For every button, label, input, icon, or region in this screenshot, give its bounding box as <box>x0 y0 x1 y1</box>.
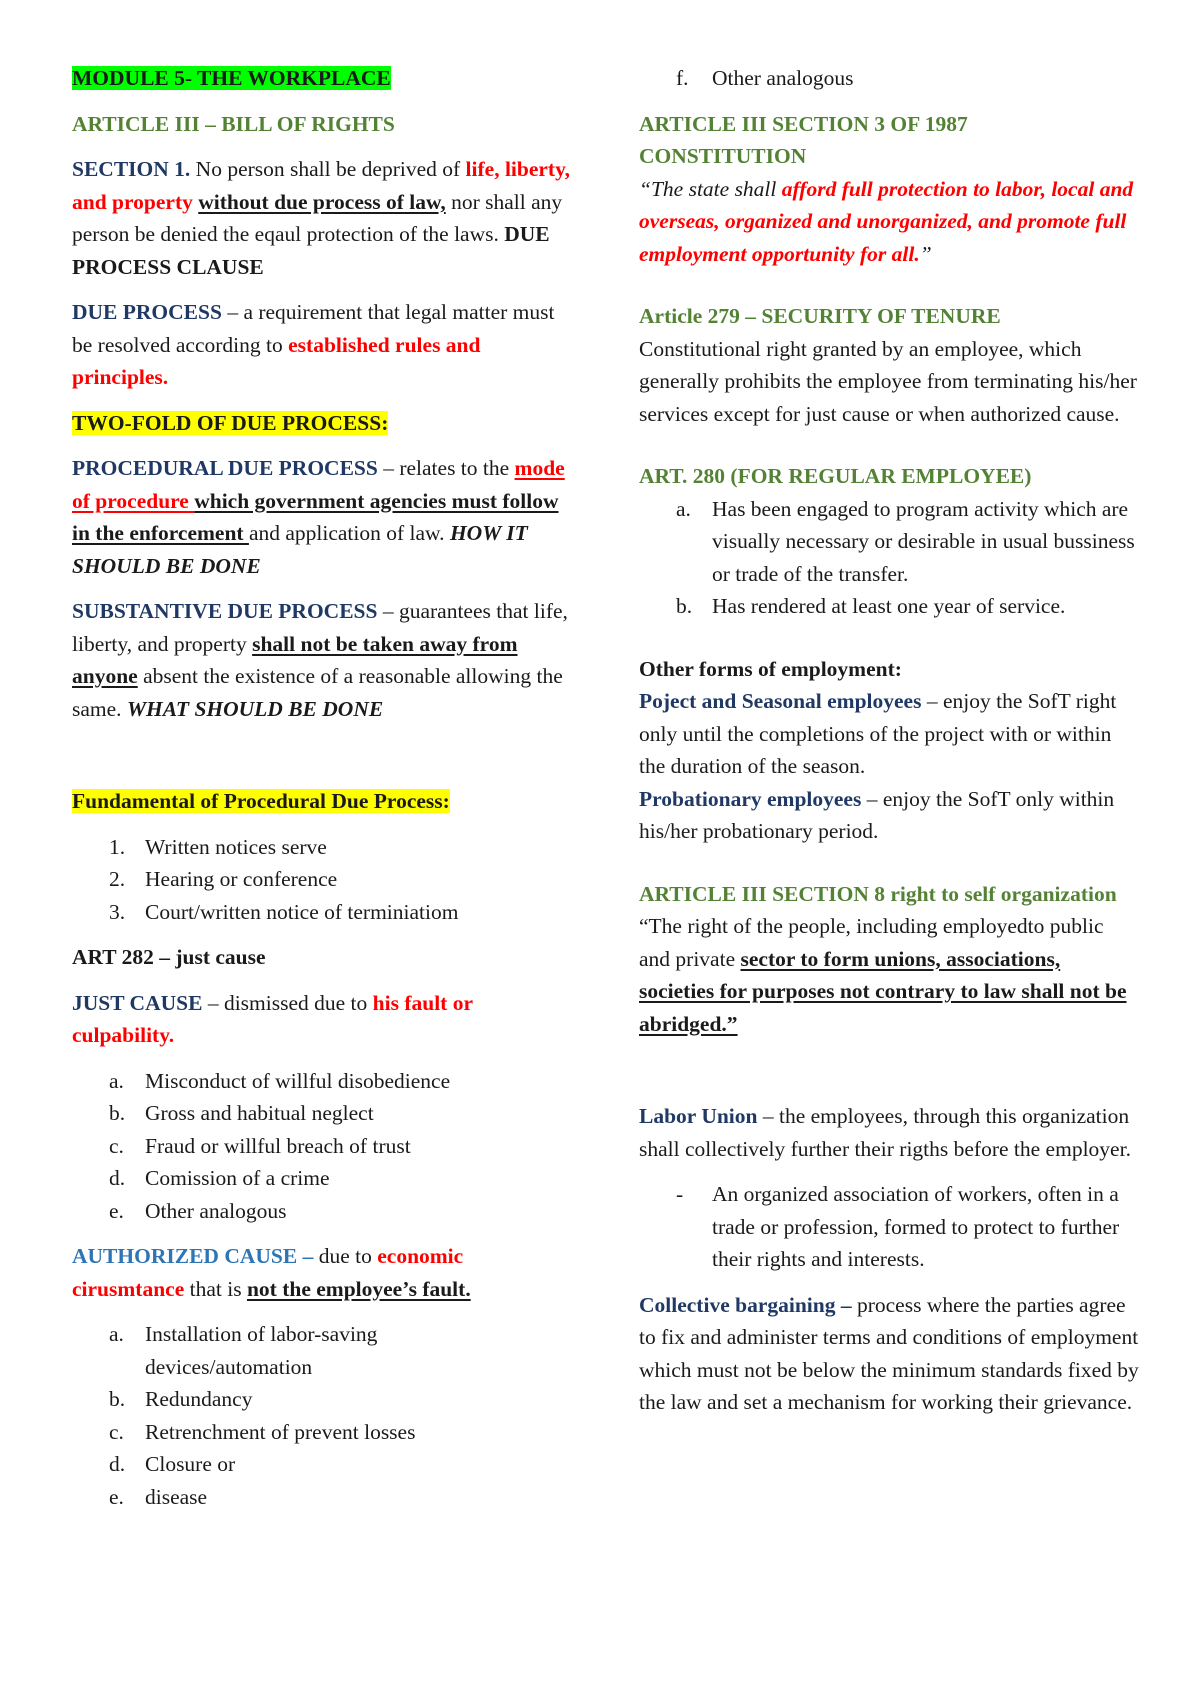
section-3-heading: ARTICLE III SECTION 3 OF 1987 CONSTITUTION <box>639 111 968 168</box>
right-column <box>639 62 1139 1419</box>
art-280-heading: ART. 280 (FOR REGULAR EMPLOYEE) <box>639 464 1032 488</box>
just-cause-definition: JUST CAUSE – dismissed due to his fault or culpability. <box>72 990 473 1047</box>
fundamental-list <box>72 831 572 929</box>
labor-union-list <box>639 1178 1139 1276</box>
list-item: a. Has been engaged to program activity which are visually necessary or desirable in usual bussiness or trade of the transfer. <box>676 496 1135 586</box>
project-seasonal-paragraph: Poject and Seasonal employees – enjoy the SofT right only until the completions of the project with or within the duration of the season. <box>639 689 1117 778</box>
section-1-paragraph: SECTION 1. No person shall be deprived of life, liberty, and property without due process of law, nor shall any person be denied the eqaul protection of the laws. DUE PROCESS CLAUSE <box>72 157 571 279</box>
section-8-heading: ARTICLE III SECTION 8 right to self organization <box>639 881 1117 906</box>
section-8-quote: “The right of the people, including employedto public and private sector to form unions, associations, societies for purposes not contrary to law shall not be abridged.” <box>639 914 1127 1036</box>
list-item: - An organized association of workers, often in a trade or profession, formed to protect to further their rights and interests. <box>676 1182 1120 1271</box>
list-item: b. Gross and habitual neglect <box>109 1101 374 1125</box>
list-item: d. Comission of a crime <box>109 1166 330 1190</box>
continued-list <box>639 62 1139 95</box>
list-item: f. Other analogous <box>676 66 854 90</box>
collective-bargaining-paragraph: Collective bargaining – process where the parties agree to fix and administer terms and conditions of employment which must not be below the minimum standards fixed by the law and set a mechanism for working their grievance. <box>639 1292 1139 1414</box>
list-item: 1. Written notices serve <box>109 834 327 859</box>
list-item: c. Fraud or willful breach of trust <box>109 1133 411 1158</box>
list-item: 3. Court/written notice of terminiatiom <box>109 899 459 924</box>
list-item: d. Closure or <box>109 1452 236 1476</box>
list-item: a. Misconduct of willful disobedience <box>109 1068 451 1093</box>
article-279-heading: Article 279 – SECURITY OF TENURE <box>639 304 1001 328</box>
list-item: c. Retrenchment of prevent losses <box>109 1419 416 1444</box>
due-process-definition: DUE PROCESS – a requirement that legal matter must be resolved according to established rules and principles. <box>72 300 555 389</box>
list-item: b. Has rendered at least one year of service. <box>676 594 1066 618</box>
art-282-heading: ART 282 – just cause <box>72 945 266 969</box>
procedural-due-process: PROCEDURAL DUE PROCESS – relates to the mode of procedure which government agencies must follow in the enforcement and application of law. HOW IT SHOULD BE DONE <box>72 456 565 578</box>
list-item: 2. Hearing or conference <box>109 867 338 891</box>
list-item: a. Installation of labor-saving devices/automation <box>109 1322 378 1379</box>
section-3-quote: “The state shall afford full protection to labor, local and overseas, organized and unorganized, and promote full employment opportunity for all.” <box>639 176 1134 266</box>
just-cause-list <box>72 1065 572 1228</box>
list-item: e. disease <box>109 1484 208 1509</box>
authorized-cause-definition: AUTHORIZED CAUSE – due to economic cirusmtance that is not the employee’s fault. <box>72 1244 471 1301</box>
authorized-cause-list <box>72 1318 572 1513</box>
list-item: e. Other analogous <box>109 1198 287 1223</box>
article-279-text: Constitutional right granted by an employee, which generally prohibits the employee from terminating his/her services except for just cause or when authorized cause. <box>639 336 1137 426</box>
art-280-list <box>639 493 1139 623</box>
labor-union-paragraph: Labor Union – the employees, through this organization shall collectively further their rigths before the employer. <box>639 1104 1131 1161</box>
article-iii-heading: ARTICLE III – BILL OF RIGHTS <box>72 111 395 136</box>
list-item: b. Redundancy <box>109 1387 253 1411</box>
substantive-due-process: SUBSTANTIVE DUE PROCESS – guarantees that life, liberty, and property shall not be taken away from anyone absent the existence of a reasonable allowing the same. WHAT SHOULD BE DONE <box>72 599 568 721</box>
two-fold-heading: TWO-FOLD OF DUE PROCESS: <box>72 410 389 435</box>
module-title: MODULE 5- THE WORKPLACE <box>72 66 391 90</box>
left-column <box>72 62 572 1513</box>
fundamental-heading: Fundamental of Procedural Due Process: <box>72 789 450 813</box>
other-forms-heading: Other forms of employment: <box>639 656 902 681</box>
section-1-label: SECTION 1. <box>72 157 191 181</box>
probationary-paragraph: Probationary employees – enjoy the SofT only within his/her probationary period. <box>639 786 1115 843</box>
